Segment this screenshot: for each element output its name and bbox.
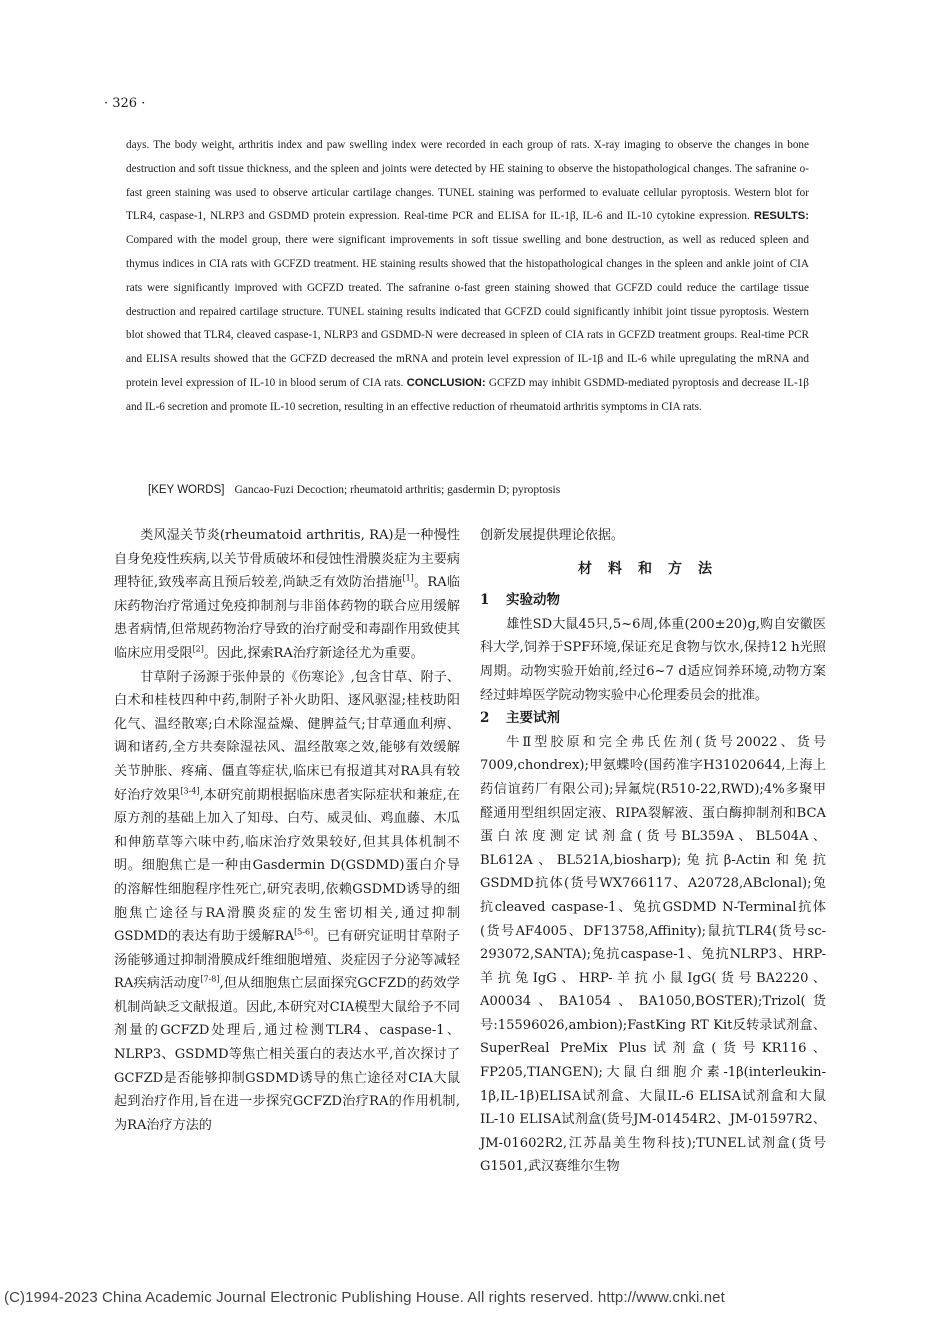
subheading-number: 1: [480, 592, 490, 609]
right-column: [480, 524, 826, 1179]
conclusion-label: CONCLUSION:: [406, 376, 486, 389]
key-words-text: Gancao-Fuzi Decoction; rheumatoid arthritis; gasdermin D; pyroptosis: [234, 484, 561, 496]
abstract-methods-text: days. The body weight, arthritis index and paw swelling index were recorded in each group of rats. X-ray imaging to observe the changes in bone destruction and soft tissue thickness, and the spleen and joints were detected by HE staining to observe the histopathological changes. The safranine o-fast green staining was used to observe articular cartilage changes. TUNEL staining was performed to evaluate cellular pyroptosis. Western blot for TLR4, caspase-1, NLRP3 and GSDMD protein expression. Real-time PCR and ELISA for IL-1β, IL-6 and IL-10 cytokine expression.: [126, 139, 809, 223]
citation: [5-6]: [294, 927, 314, 937]
text-run: 。因此,探索RA治疗新途径尤为重要。: [203, 645, 424, 661]
subheading-title: 主要试剂: [506, 710, 560, 727]
key-words: [148, 484, 808, 496]
animals-paragraph: 雄性SD大鼠45只,5~6周,体重(200±20)g,购自安徽医科大学,饲养于SPF环境,保证充足食物与饮水,保持12 h光照周期。动物实验开始前,经过6~7 d适应饲养环境,动物方案经过蚌埠医学院动物实验中心伦理委员会的批准。: [480, 616, 826, 703]
reagents-paragraph: 牛Ⅱ型胶原和完全弗氏佐剂(货号20022、货号7009,chondrex);甲氨蝶呤(国药准字H31020644,上海上药信谊药厂有限公司);异氟烷(R510-22,RWD);4%多聚甲醛通用型组织固定液、RIPA裂解液、蛋白酶抑制剂和BCA蛋白浓度测定试剂盒(货号BL359A、BL504A、BL612A、BL521A,biosharp);兔抗β-Actin和兔抗GSDMD抗体(货号WX766117、A20728,ABclonal);兔抗cleaved caspase-1、兔抗GSDMD N-Terminal抗体(货号AF4005、DF13758,Affinity);鼠抗TLR4(货号sc-293072,SANTA);兔抗caspase-1、兔抗NLRP3、HRP-羊抗兔IgG、HRP-羊抗小鼠IgG(货号BA2220、A00034、BA1054、BA1050,BOSTER);Trizol(货号:15596026,ambion);FastKing RT Kit反转录试剂盒、SuperReal PreMix Plus试剂盒(货号KR116、FP205,TIANGEN);大鼠白细胞介素-1β(interleukin-1β,IL-1β)ELISA试剂盒、大鼠IL-6 ELISA试剂盒和大鼠IL-10 ELISA试剂盒(货号JM-01454R2、JM-01597R2、JM-01602R2,江苏晶美生物科技);TUNEL试剂盒(货号G1501,武汉赛维尔生物: [480, 734, 826, 1175]
abstract-conclusion-text: GCFZD may inhibit GSDMD-mediated pyroptosis and decrease IL-1β and IL-6 secretion and promote IL-10 secretion, resulting in an effective reduction of rheumatoid arthritis symptoms in CIA rats.: [126, 376, 809, 413]
intro-paragraph-2: [114, 666, 460, 1138]
subheading-number: 2: [480, 710, 490, 727]
citation: [3-4]: [180, 786, 200, 796]
english-abstract: [126, 134, 809, 420]
page-number: · 326 ·: [104, 96, 146, 111]
text-run: 。已有研究证明甘草附子汤能够通过抑制滑膜成纤维细胞增殖、炎症因子分泌等减轻RA疾病活动度: [114, 929, 460, 992]
results-label: RESULTS:: [753, 210, 809, 223]
abstract-results-text: Compared with the model group, there were significant improvements in soft tissue swelling and bone destruction, as well as reduced spleen and thymus indices in CIA rats with GCFZD treatment. HE staining results showed that the histopathological changes in the spleen and ankle joint of CIA rats were significantly improved with GCFZD treated. The safranine o-fast green staining showed that GCFZD could reduce the cartilage tissue destruction and repaired cartilage structure. TUNEL staining results indicated that GCFZD could significantly inhibit joint tissue pyroptosis. Western blot showed that TLR4, cleaved caspase-1, NLRP3 and GSDMD-N were decreased in spleen of CIA rats in GCFZD treatment groups. Real-time PCR and ELISA results showed that the GCFZD decreased the mRNA and protein level expression of IL-1β and IL-6 while upregulating the mRNA and protein level expression of IL-10 in blood serum of CIA rats.: [126, 234, 809, 389]
left-column: [114, 524, 460, 1137]
intro-continuation: 创新发展提供理论依据。: [480, 528, 625, 543]
intro-paragraph-1: [114, 524, 460, 666]
citation: [2]: [192, 644, 204, 654]
citation: [1]: [402, 573, 414, 583]
citation: [7-8]: [200, 974, 220, 984]
copyright-footer: (C)1994-2023 China Academic Journal Electronic Publishing House. All rights reserved. http://www.cnki.net: [4, 1289, 725, 1306]
text-run: 。RA临床药物治疗常通过免疫抑制剂与非甾体药物的联合应用缓解患者病情,但常规药物治疗导致的治疗耐受和毒副作用致使其临床应用受限: [114, 575, 460, 661]
text-run: ,本研究前期根据临床患者实际症状和兼症,在原方剂的基础上加入了知母、白芍、威灵仙、鸡血藤、木瓜和伸筋草等六味中药,临床治疗效果较好,但其具体机制不明。细胞焦亡是一种由Gasdermin D(GSDMD)蛋白介导的溶解性细胞程序性死亡,研究表明,依赖GSDMD诱导的细胞焦亡途径与RA滑膜炎症的发生密切相关,通过抑制GSDMD的表达有助于缓解RA: [114, 787, 460, 945]
subheading-reagents: [480, 707, 826, 731]
subheading-title: 实验动物: [506, 592, 560, 609]
text-run: ,但从细胞焦亡层面探究GCFZD的药效学机制尚缺乏文献报道。因此,本研究对CIA模型大鼠给予不同剂量的GCFZD处理后,通过检测TLR4、caspase-1、NLRP3、GSDMD等焦亡相关蛋白的表达水平,首次探讨了GCFZD是否能够抑制GSDMD诱导的焦亡途径对CIA大鼠起到治疗作用,旨在进一步探究GCFZD治疗RA的作用机制,为RA治疗方法的: [114, 976, 460, 1133]
key-words-label: [KEY WORDS]: [148, 484, 225, 496]
text-run: 类风湿关节炎(rheumatoid arthritis, RA)是一种慢性自身免疫性疾病,以关节骨质破坏和侵蚀性滑膜炎症为主要病理特征,致残率高且预后较差,尚缺乏有效防治措施: [114, 528, 460, 591]
section-title: 材料和方法: [578, 560, 728, 577]
text-run: 甘草附子汤源于张仲景的《伤寒论》,包含甘草、附子、白术和桂枝四种中药,制附子补火助阳、逐风驱湿;桂枝助阳化气、温经散寒;白术除湿益燥、健脾益气;甘草通血利痹、调和诸药,全方共奏除湿祛风、温经散寒之效,能够有效缓解关节肿胀、疼痛、僵直等症状,临床已有报道其对RA具有较好治疗效果: [114, 669, 460, 803]
subheading-animals: [480, 589, 826, 613]
